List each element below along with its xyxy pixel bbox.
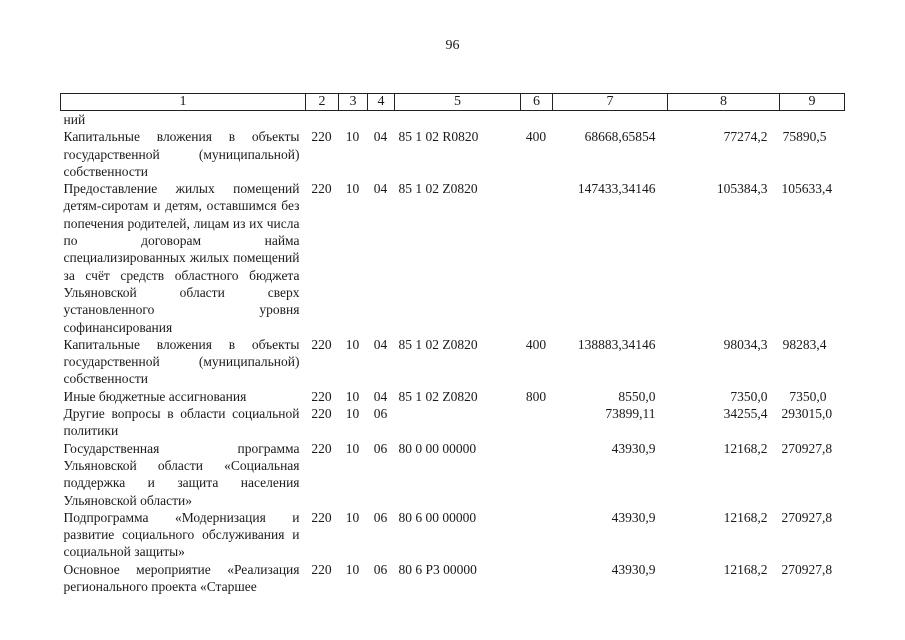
row-amount-2 <box>668 111 780 129</box>
row-name: Государственная программа Ульяновской области «Социальная поддержка и защита населения Ульяновской области» <box>63 440 300 508</box>
row-ministry: 220 <box>311 336 332 352</box>
row-section: 10 <box>345 561 360 577</box>
row-amount-3: 7350,0 <box>789 388 827 404</box>
row-target-article <box>395 405 521 440</box>
row-amount-1 <box>553 111 668 129</box>
header-col-7: 7 <box>553 94 668 111</box>
row-amount-3: 270927,8 <box>781 440 833 456</box>
row-ministry: 220 <box>311 509 332 525</box>
row-amount-3: 105633,4 <box>781 181 833 197</box>
header-col-8: 8 <box>668 94 780 111</box>
page-number: 96 <box>445 38 460 53</box>
row-amount-3: 270927,8 <box>781 561 833 577</box>
row-subsection: 04 <box>373 181 388 197</box>
row-name: Капитальные вложения в объекты государственной (муниципальной) собственности <box>63 336 300 387</box>
row-subsection: 04 <box>373 336 388 352</box>
row-amount-1: 68668,65854 <box>584 129 656 145</box>
row-amount-2: 12168,2 <box>723 509 768 525</box>
header-col-3: 3 <box>339 94 368 111</box>
table-header-row <box>61 94 845 111</box>
row-ministry: 220 <box>311 406 332 422</box>
row-target-article: 80 6 00 00000 <box>398 509 477 525</box>
row-target-article: 85 1 02 Z0820 <box>398 336 478 352</box>
table-row <box>61 440 845 509</box>
header-col-2: 2 <box>306 94 339 111</box>
table-row <box>61 111 845 129</box>
header-col-6: 6 <box>521 94 553 111</box>
row-amount-1: 43930,9 <box>611 509 656 525</box>
row-section: 10 <box>345 129 360 145</box>
row-subsection: 06 <box>373 561 388 577</box>
row-expense-type <box>521 440 553 509</box>
row-ministry: 220 <box>311 388 332 404</box>
row-amount-1: 138883,34146 <box>577 336 656 352</box>
row-amount-2: 12168,2 <box>723 561 768 577</box>
row-amount-2: 7350,0 <box>730 388 768 404</box>
row-amount-2: 34255,4 <box>723 406 768 422</box>
row-amount-3: 75890,5 <box>782 129 827 145</box>
row-name: Предоставление жилых помещений детям-сиротам и детям, оставшимся без попечения родителей, лицам из их числа по договорам найма специализированных жилых помещений за счёт средств областного бюджета Ульяновской области сверх установленного уровня софинансирования <box>63 181 300 335</box>
row-name: ний <box>63 112 86 127</box>
row-amount-2: 105384,3 <box>716 181 768 197</box>
row-ministry: 220 <box>311 129 332 145</box>
row-section: 10 <box>345 181 360 197</box>
row-expense-type <box>521 111 553 129</box>
row-name: Иные бюджетные ассигнования <box>63 388 247 404</box>
table-row <box>61 561 845 596</box>
row-section: 10 <box>345 406 360 422</box>
row-target-article: 80 6 P3 00000 <box>398 561 477 577</box>
header-col-4: 4 <box>368 94 395 111</box>
row-name: Капитальные вложения в объекты государственной (муниципальной) собственности <box>63 129 300 179</box>
table-row <box>61 128 845 180</box>
table-row <box>61 180 845 336</box>
row-expense-type <box>521 180 553 336</box>
table-row <box>61 405 845 440</box>
row-target-article: 85 1 02 R0820 <box>398 129 479 145</box>
row-subsection: 06 <box>373 406 388 422</box>
row-amount-1: 8550,0 <box>618 388 656 404</box>
row-section: 10 <box>345 509 360 525</box>
row-expense-type: 800 <box>525 388 547 404</box>
row-amount-1: 73899,11 <box>605 406 656 422</box>
row-ministry: 220 <box>311 561 332 577</box>
row-amount-3: 98283,4 <box>782 336 827 352</box>
row-expense-type: 400 <box>525 336 547 352</box>
row-amount-1: 147433,34146 <box>577 181 656 197</box>
row-expense-type <box>521 405 553 440</box>
row-target-article: 85 1 02 Z0820 <box>398 388 478 404</box>
row-amount-1: 43930,9 <box>611 440 656 456</box>
row-target-article: 80 0 00 00000 <box>398 440 477 456</box>
table-row <box>61 336 845 388</box>
row-name: Основное мероприятие «Реализация регионального проекта «Старшее <box>63 561 300 595</box>
row-section: 10 <box>345 440 360 456</box>
row-name: Подпрограмма «Модернизация и развитие социального обслуживания и социальной защиты» <box>63 509 300 560</box>
row-subsection: 06 <box>373 509 388 525</box>
row-expense-type <box>521 509 553 561</box>
row-target-article <box>395 111 521 129</box>
row-target-article: 85 1 02 Z0820 <box>398 181 478 197</box>
header-col-9: 9 <box>780 94 845 111</box>
row-section: 10 <box>345 388 360 404</box>
header-col-1: 1 <box>61 94 306 111</box>
row-ministry: 220 <box>311 181 332 197</box>
row-subsection <box>368 111 395 129</box>
row-amount-2: 98034,3 <box>723 336 768 352</box>
row-ministry: 220 <box>311 440 332 456</box>
row-subsection: 04 <box>373 388 388 404</box>
row-name: Другие вопросы в области социальной политики <box>63 406 300 439</box>
row-expense-type <box>521 561 553 596</box>
row-amount-2: 77274,2 <box>723 129 768 145</box>
row-section: 10 <box>345 336 360 352</box>
row-ministry <box>306 111 339 129</box>
row-section <box>339 111 368 129</box>
row-subsection: 06 <box>373 440 388 456</box>
row-subsection: 04 <box>373 129 388 145</box>
row-amount-3 <box>780 111 845 129</box>
row-amount-1: 43930,9 <box>611 561 656 577</box>
row-amount-2: 12168,2 <box>723 440 768 456</box>
row-amount-3: 293015,0 <box>781 406 833 422</box>
budget-table <box>60 93 845 595</box>
row-amount-3: 270927,8 <box>781 509 833 525</box>
header-col-5: 5 <box>395 94 521 111</box>
row-expense-type: 400 <box>525 129 547 145</box>
table-row <box>61 388 845 405</box>
table-row <box>61 509 845 561</box>
